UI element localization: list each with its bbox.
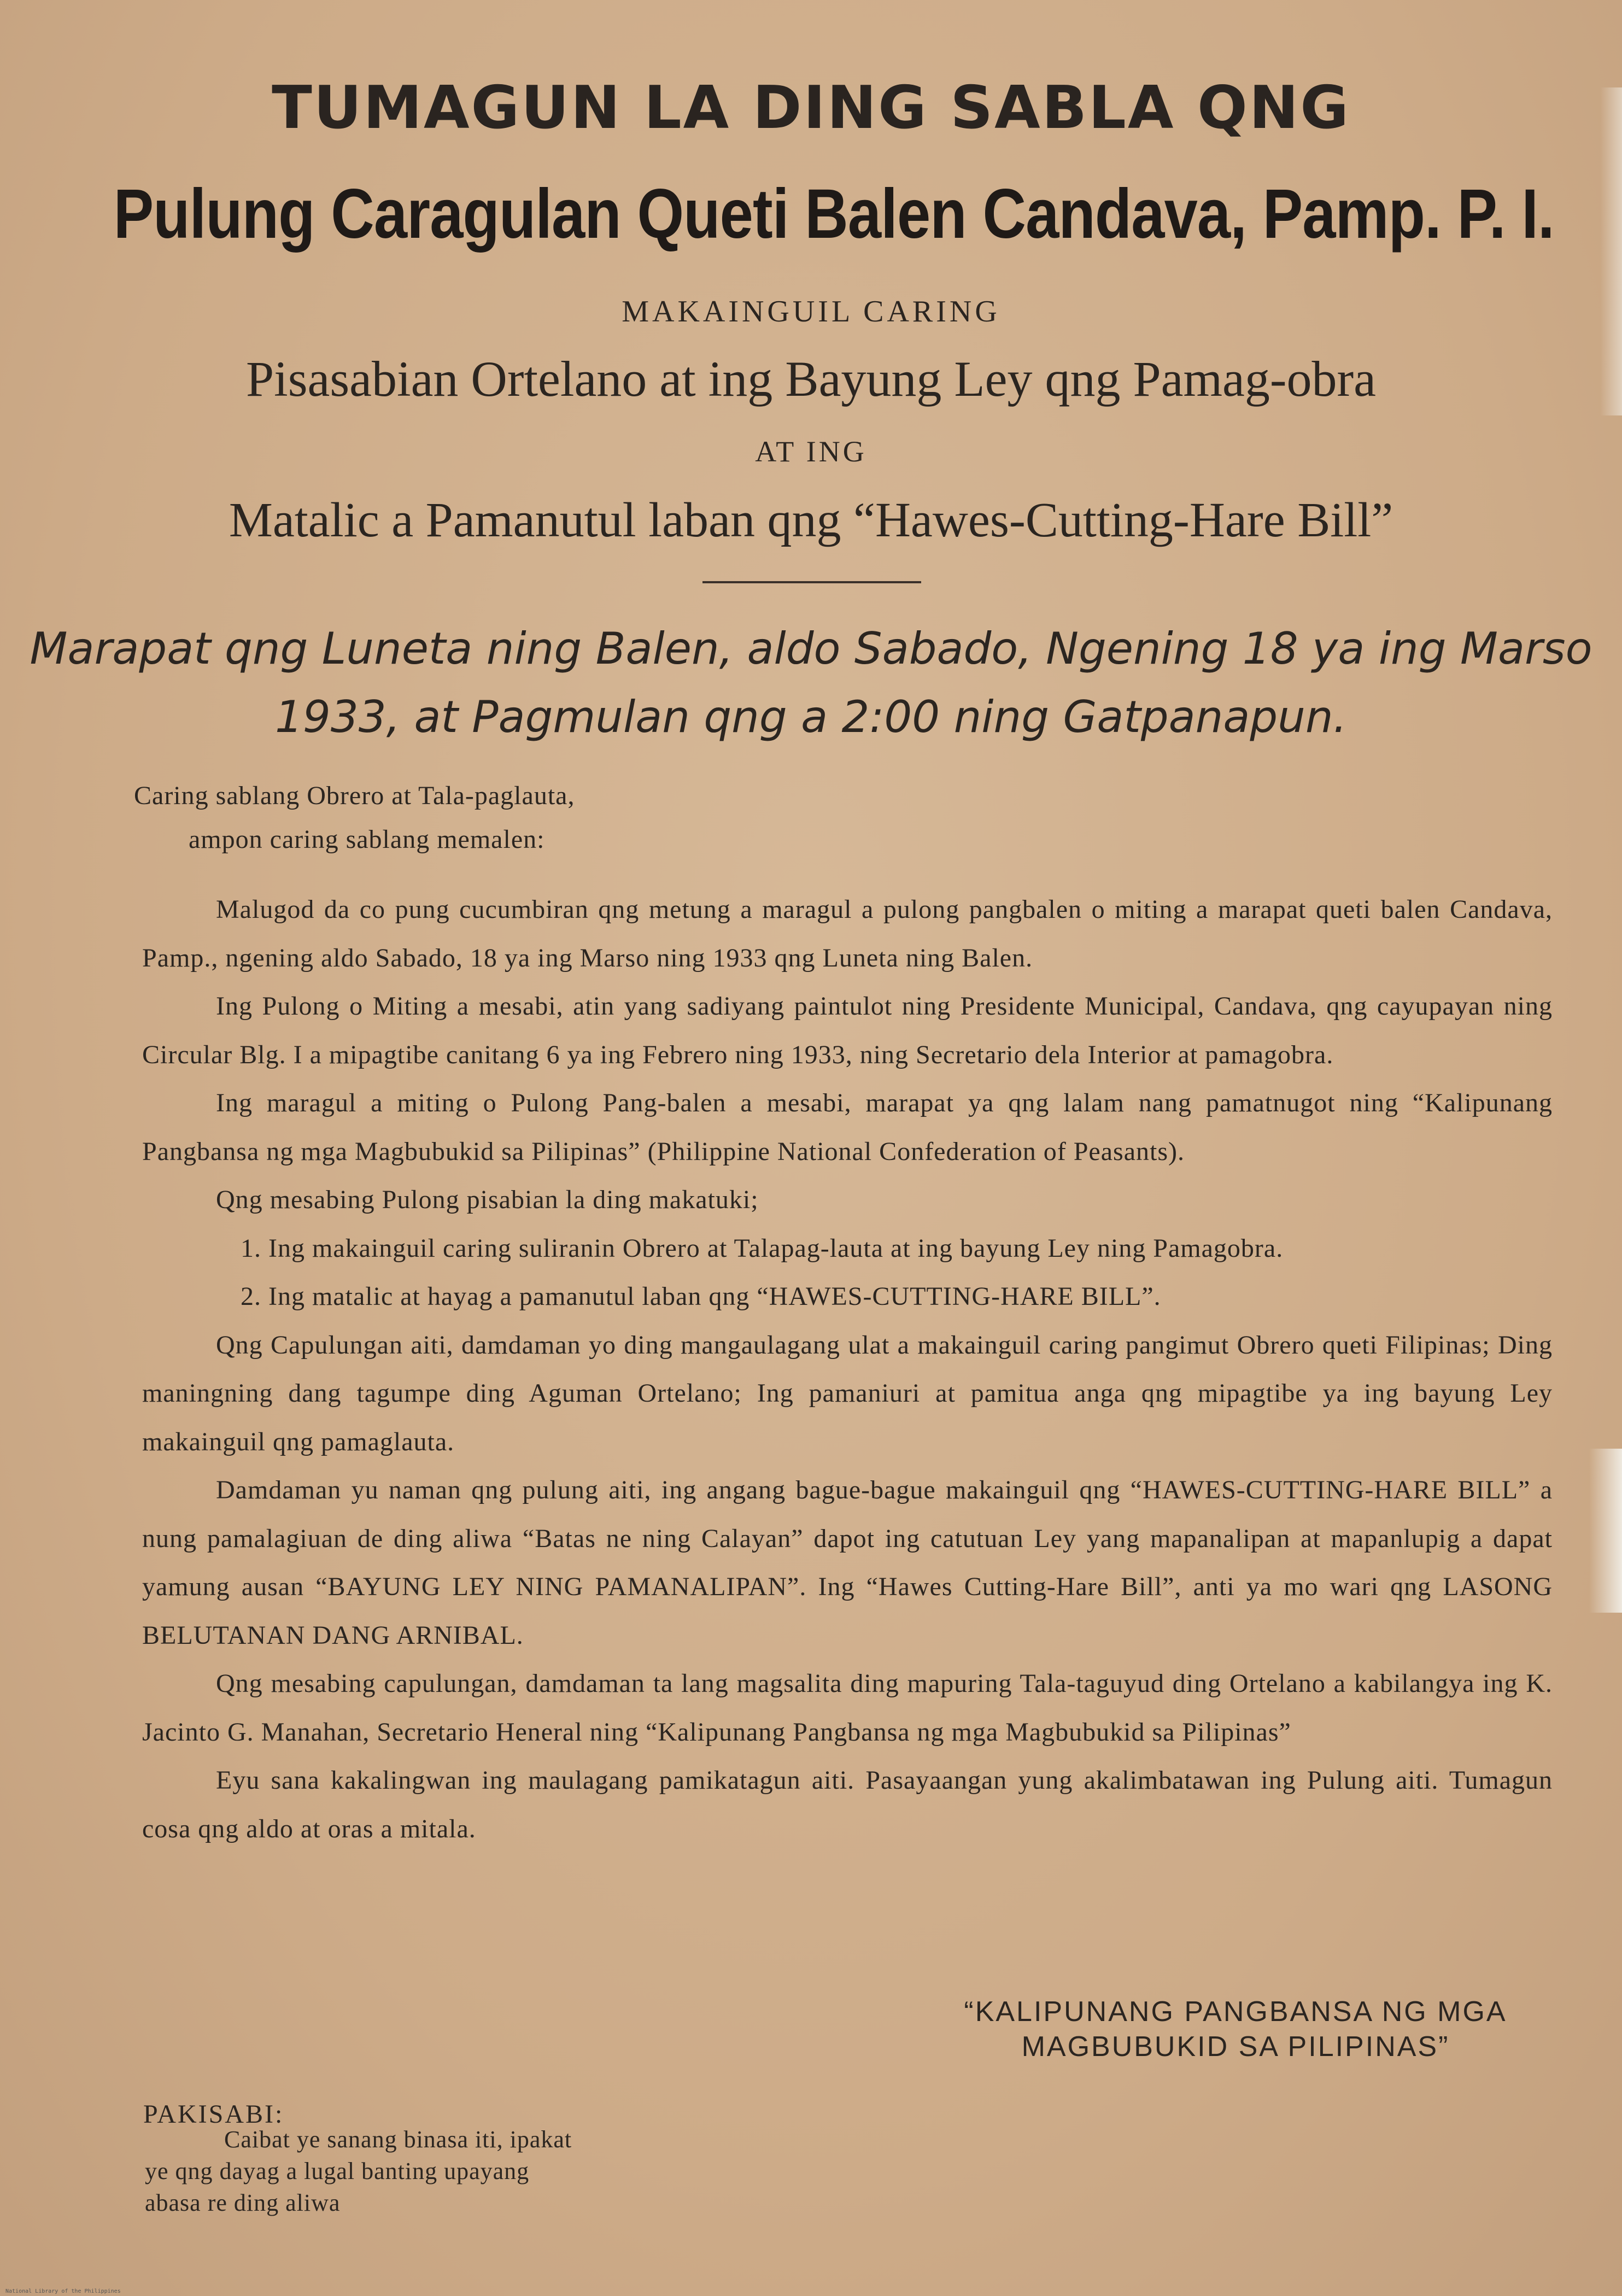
header-line-3: MAKAINGUIL CARING	[622, 295, 1000, 329]
header-line-5: AT ING	[755, 435, 867, 468]
greeting-line-2: ampon caring sablang memalen:	[189, 825, 545, 854]
paragraph: Malugod da co pung cucumbiran qng metung a maragul a pulong pangbalen o miting a marapat queti balen Candava, Pamp., ngening aldo Sabado, 18 ya ing Marso ning 1933 qng Luneta ning Balen.	[142, 895, 1553, 973]
note-body	[145, 2124, 692, 2219]
header-line-4: Pisasabian Ortelano at ing Bayung Ley qng Pamag-obra	[246, 351, 1376, 407]
header-title: Pulung Caragulan Queti Balen Candava, Pamp. P. I.	[113, 175, 1554, 253]
archive-footer: National Library of the Philippines	[5, 2288, 121, 2294]
signature-line-1: “KALIPUNANG PANGBANSA NG MGA	[964, 1996, 1507, 2028]
paragraph: Eyu sana kakalingwan ing maulagang pamikatagun aiti. Pasayaangan yung akalimbatawan ing Pulung aiti. Tumagun cosa qng aldo at oras a mitala.	[142, 1766, 1553, 1843]
venue-line-1: Marapat qng Luneta ning Balen, aldo Sabado, Ngening 18 ya ing Marso	[30, 623, 1592, 674]
list-item: 2. Ing matalic at hayag a pamanutul laban qng “HAWES-CUTTING-HARE BILL”.	[241, 1282, 1161, 1311]
note-title: PAKISABI:	[143, 2100, 284, 2129]
note-line-1: Caibat ye sanang binasa iti, ipakat	[224, 2126, 572, 2153]
header-line-6: Matalic a Pamanutul laban qng “Hawes-Cutting-Hare Bill”	[229, 493, 1393, 547]
signature-block	[875, 1994, 1596, 2064]
paper-tear	[1589, 1449, 1622, 1613]
list-item: 1. Ing makainguil caring suliranin Obrero at Talapag-lauta at ing bayung Ley ning Pamagobra.	[241, 1233, 1284, 1263]
body-text	[142, 886, 1553, 1853]
venue-line-2: 1933, at Pagmulan qng a 2:00 ning Gatpanapun.	[275, 692, 1347, 742]
greeting-line-1: Caring sablang Obrero at Tala-paglauta,	[134, 781, 575, 810]
paragraph: Ing Pulong o Miting a mesabi, atin yang sadiyang paintulot ning Presidente Municipal, Candava, qng cayupayan ning Circular Blg. I a mipagtibe canitang 6 ya ing Febrero ning 1933, ning Secretario dela Interior at pamagobra.	[142, 992, 1553, 1069]
paragraph: Qng mesabing Pulong pisabian la ding makatuki;	[216, 1185, 759, 1214]
paragraph: Qng mesabing capulungan, damdaman ta lang magsalita ding mapuring Tala-taguyud ding Ortelano a kabilangya ing K. Jacinto G. Manahan, Secretario Heneral ning “Kalipunang Pangbansa ng mga Magbubukid sa Pilipinas”	[142, 1669, 1553, 1747]
note-line-2: ye qng dayag a lugal banting upayang	[145, 2158, 530, 2184]
divider-rule	[702, 581, 921, 583]
paragraph: Qng Capulungan aiti, damdaman yo ding mangaulagang ulat a makainguil caring pangimut Obrero queti Filipinas; Ding maningning dang tagumpe ding Aguman Ortelano; Ing pamaniuri at pamitua anga qng mipagtibe ya ing bayung Ley makainguil qng pamaglauta.	[142, 1330, 1553, 1456]
paragraph: Damdaman yu naman qng pulung aiti, ing angang bague-bague makainguil qng “HAWES-CUTTING-HARE BILL” a nung pamalagiuan de ding aliwa “Batas ne ning Calayan” dapot ing catutuan Ley yang mapanalipan at mapanlupig a dapat yamung ausan “BAYUNG LEY NING PAMANALIPAN”. Ing “Hawes Cutting-Hare Bill”, anti ya mo wari qng LASONG BELUTANAN DANG ARNIBAL.	[142, 1475, 1553, 1650]
note-line-3: abasa re ding aliwa	[145, 2189, 341, 2216]
signature-line-2: MAGBUBUKID SA PILIPINAS”	[1021, 2031, 1450, 2063]
paragraph: Ing maragul a miting o Pulong Pang-balen a mesabi, marapat ya qng lalam nang pamatnugot ning “Kalipunang Pangbansa ng mga Magbubukid sa Pilipinas” (Philippine National Confederation of Peasants).	[142, 1088, 1553, 1166]
header-line-1: TUMAGUN LA DING SABLA QNG	[272, 74, 1350, 142]
